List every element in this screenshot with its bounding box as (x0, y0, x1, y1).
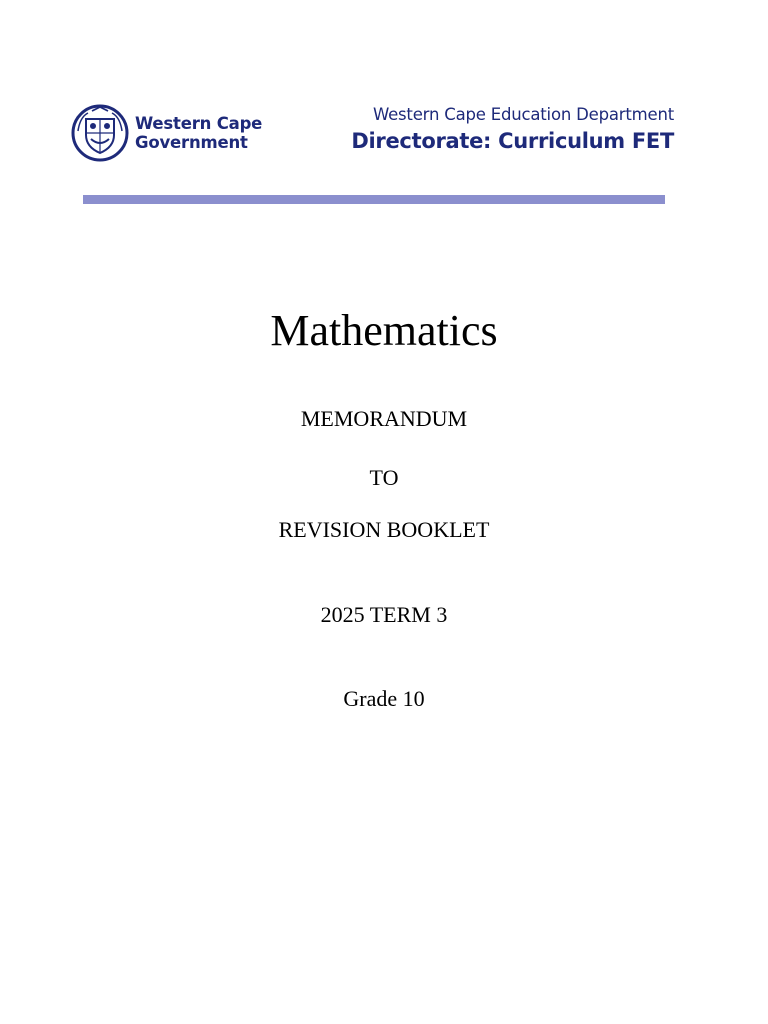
government-logo (70, 103, 262, 163)
document-title: Mathematics (270, 306, 498, 355)
booklet-label: REVISION BOOKLET (278, 517, 490, 542)
logo-line-1: Western Cape (135, 114, 263, 133)
header-divider (83, 195, 665, 204)
term-label: 2025 TERM 3 (320, 602, 448, 627)
to-label: TO (369, 465, 399, 490)
logo-wordmark (135, 114, 262, 152)
directorate-name: Directorate: Curriculum FET (351, 129, 674, 153)
department-name: Western Cape Education Department (372, 105, 674, 124)
coat-of-arms-icon (70, 103, 130, 163)
logo-line-2: Government (135, 133, 248, 152)
department-heading (351, 104, 674, 156)
page-header (0, 0, 768, 210)
memorandum-label: MEMORANDUM (300, 406, 468, 431)
grade-label: Grade 10 (343, 686, 425, 711)
